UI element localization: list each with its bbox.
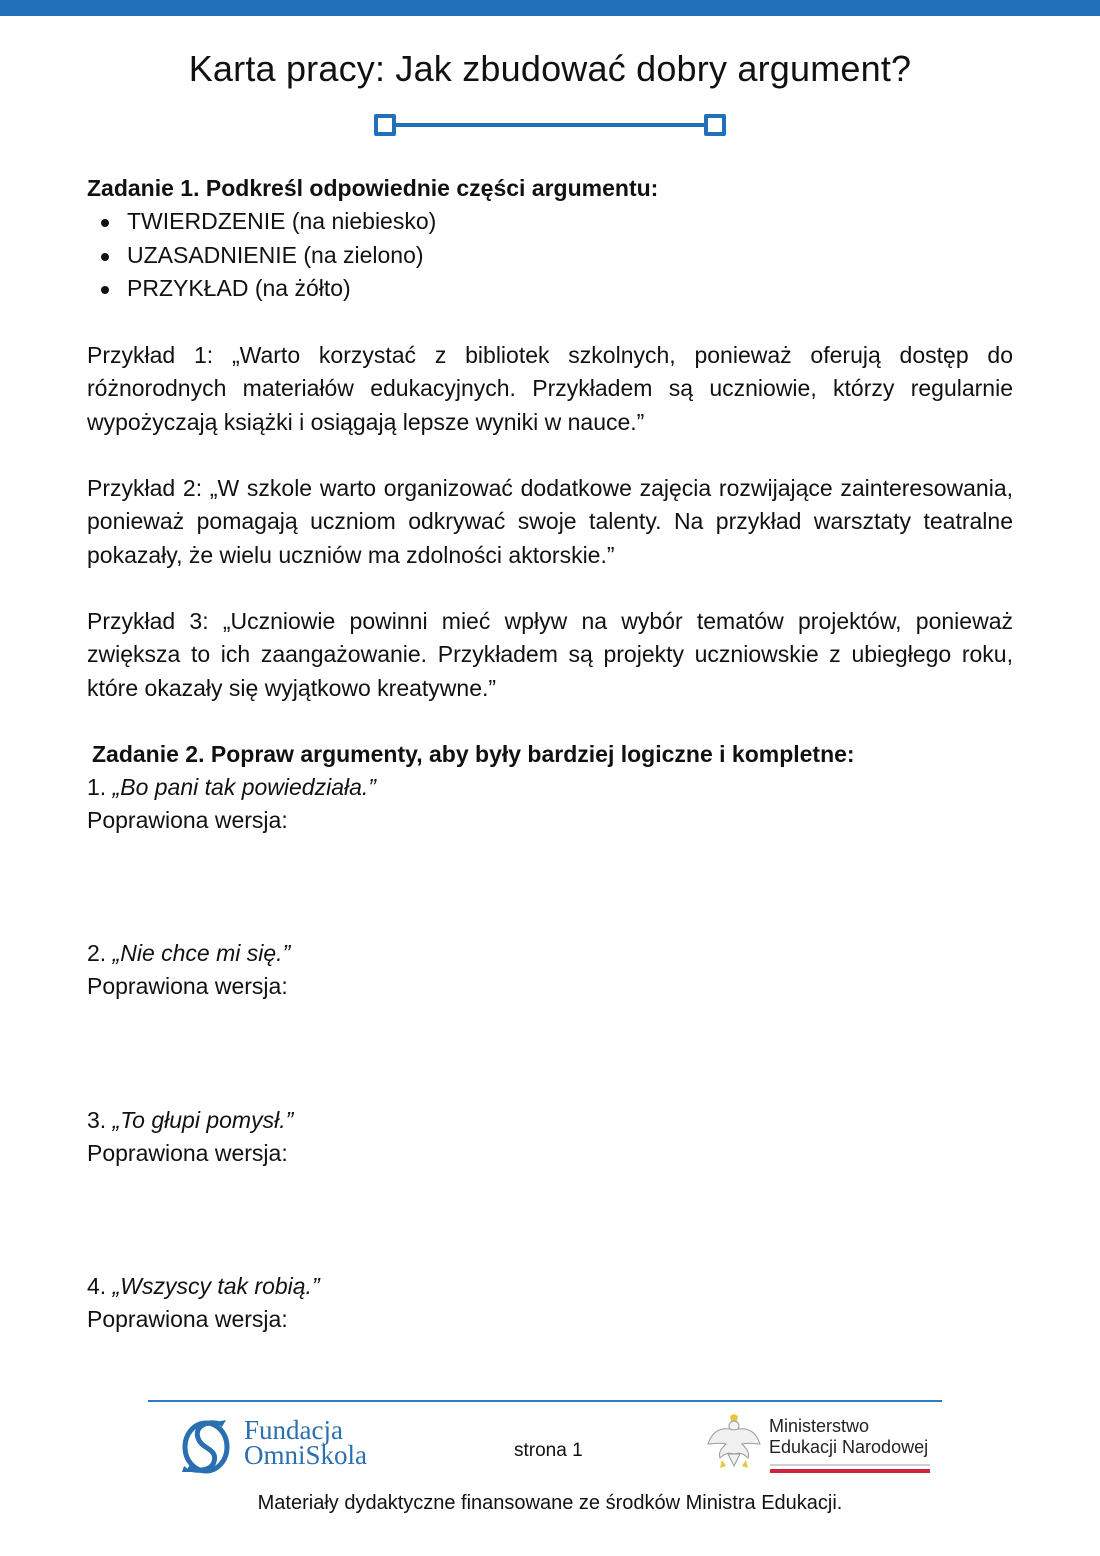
answer-label: Poprawiona wersja: [87,807,288,834]
bullet-item-claim: TWIERDZENIE (na niebiesko) [127,205,1013,238]
item-quote: „Nie chce mi się.” [112,940,291,966]
task1-heading: Zadanie 1. Podkreśl odpowiednie części argumentu: [87,175,659,201]
item-number: 1. [87,774,107,800]
answer-label: Poprawiona wersja: [87,973,288,1000]
item-number: 4. [87,1273,107,1299]
bullet-item-example: PRZYKŁAD (na żółto) [127,272,1013,305]
task1-section [87,172,1013,306]
omniskola-s-logo-icon [180,1418,232,1474]
men-line2: Edukacji Narodowej [769,1437,929,1457]
task2-item-1 [87,771,1013,838]
example-paragraph-3: Przykład 3: „Uczniowie powinni mieć wpływ na wybór tematów projektów, ponieważ zwiększa to ich zaangażowanie. Przykładem są projekty uczniowskie z ubiegłego roku, które okazały się wyjątkowo kreatywne.” [87,608,1013,701]
flag-stripe-white [770,1464,930,1466]
funding-note: Materiały dydaktyczne finansowane ze środków Ministra Edukacji. [257,1492,843,1514]
example-paragraph-1: Przykład 1: „Warto korzystać z bibliotek szkolnych, ponieważ oferują dostęp do różnorodnych materiałów edukacyjnych. Przykładem są uczniowie, którzy regularnie wypożyczają książki i osiągają lepsze wyniki w nauce.” [87,342,1013,435]
divider-square-left-icon [374,114,396,136]
omniskola-logo [180,1416,400,1476]
divider-line [384,123,716,127]
task1-bullet-list [87,205,1013,305]
divider-square-right-icon [704,114,726,136]
item-number: 3. [87,1107,107,1133]
task2-item-4 [87,1270,1013,1337]
answer-label: Poprawiona wersja: [87,1140,288,1167]
task2-heading: Zadanie 2. Popraw argumenty, aby były bardziej logiczne i kompletne: [92,741,855,767]
top-accent-bar [0,0,1100,16]
task2-item-2 [87,937,1013,1004]
example-paragraph-2: Przykład 2: „W szkole warto organizować dodatkowe zajęcia rozwijające zainteresowania, ponieważ pomagają uczniom odkrywać swoje talenty. Na przykład warsztaty teatralne pokazały, że wielu uczniów ma zdolności aktorskie.” [87,475,1013,568]
flag-stripe-red [770,1469,930,1473]
men-line1: Ministerstwo [769,1416,870,1436]
bullet-item-justification: UZASADNIENIE (na zielono) [127,239,1013,272]
item-quote: „To głupi pomysł.” [112,1107,294,1133]
omniskola-line1: Fundacja [244,1415,343,1445]
omniskola-line2: OmniSkola [244,1440,368,1470]
polish-eagle-emblem-icon [706,1414,762,1476]
item-quote: „Bo pani tak powiedziała.” [112,774,376,800]
answer-label: Poprawiona wersja: [87,1306,288,1333]
title-divider [374,114,726,136]
item-number: 2. [87,940,107,966]
page-title: Karta pracy: Jak zbudować dobry argument? [188,48,912,89]
page-number: strona 1 [514,1440,583,1461]
task2-item-3 [87,1104,1013,1171]
item-quote: „Wszyscy tak robią.” [112,1273,320,1299]
men-logo [706,1414,946,1476]
footer-divider [148,1400,942,1402]
